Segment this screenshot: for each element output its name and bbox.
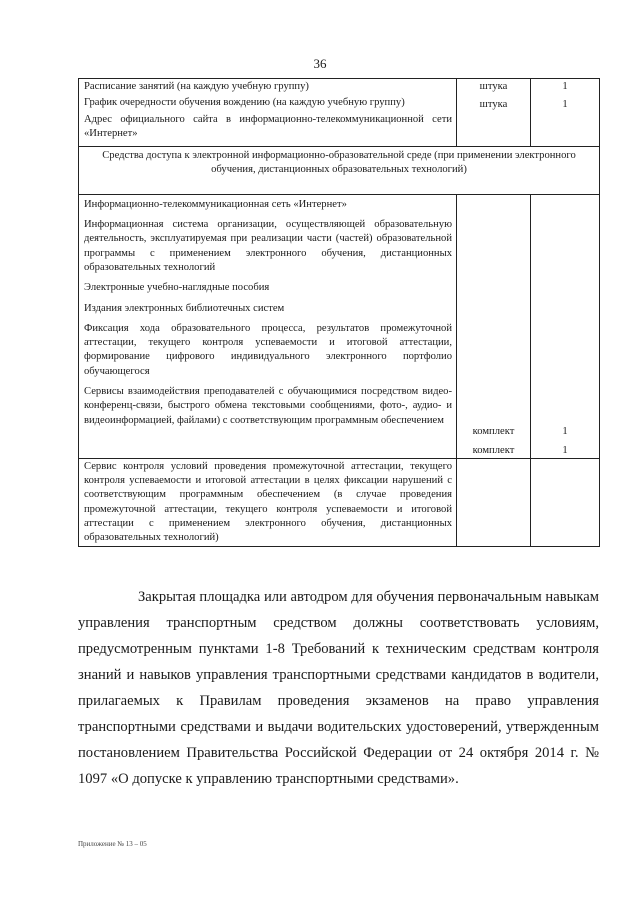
- item-qty: 1: [562, 81, 568, 92]
- item-name: Фиксация хода образовательного процесса, результатов промежуточной аттестации, текущего контроля успеваемости и итоговой аттестации, формирование цифрового индивидуального электронного портфолио обучающегося: [84, 322, 452, 377]
- unit-cell: [457, 194, 531, 458]
- item-name-cell: [79, 458, 457, 546]
- table-row: [79, 458, 600, 546]
- item-qty: [531, 459, 599, 473]
- item-qty: 1: [562, 99, 568, 110]
- item-unit: штука: [479, 81, 508, 92]
- unit-cell: [457, 458, 531, 546]
- section-header-row: [79, 147, 600, 195]
- item-qty: 1: [562, 425, 568, 437]
- qty-cell: [531, 458, 600, 546]
- item-name: Сервис контроля условий проведения промежуточной аттестации, текущего контроля успеваемости и итоговой аттестации в целях фиксации нарушений с соответствующим программным обеспечением (в случае проведения промежуточной аттестации, текущего контроля успеваемости и итоговой аттестации с применением электронного обучения, дистанционных образовательных технологий): [84, 460, 452, 544]
- qty-cell: [531, 79, 600, 147]
- item-name: Сервисы взаимодействия преподавателей с обучающимися посредством видео-конференц-связи, быстрого обмена текстовыми сообщениями, фото-, аудио- и видеоинформацией, файлами) с соответствующим программным обеспечением: [84, 386, 452, 426]
- item-name: Информационно-телекоммуникационная сеть «Интернет»: [84, 198, 347, 210]
- qty-cell: [531, 194, 600, 458]
- item-name: Электронные учебно-наглядные пособия: [84, 282, 270, 294]
- item-name: Информационная система организации, осуществляющей образовательную деятельность, эксплуатируемая при реализации части (частей) образовательной программы с применением электронного обучения, дистанционных образовательных технологий: [84, 219, 452, 273]
- item-name: Издания электронных библиотечных систем: [84, 302, 285, 314]
- item-name: Адрес официального сайта в информационно-телекоммуникационной сети «Интернет»: [84, 113, 452, 139]
- item-unit: [457, 459, 530, 473]
- page-number: 36: [313, 56, 327, 71]
- item-name-cell: [79, 79, 457, 147]
- item-name: График очередности обучения вождению (на каждую учебную группу): [84, 97, 405, 109]
- item-unit: комплект: [472, 425, 515, 437]
- body-paragraph: Закрытая площадка или автодром для обучения первоначальным навыкам управления транспортным средством должны соответствовать условиям, предусмотренным пунктами 1-8 Требований к техническим средствам контроля знаний и навыков управления транспортными средствами кандидатов в водители, прилагаемых к Правилам проведения экзаменов на право управления транспортными средствами и выдачи водительских удостоверений, утвержденным постановлением Правительства Российской Федерации от 24 октября 2014 г. № 1097 «О допуске к управлению транспортными средствами».: [78, 589, 599, 787]
- table-row: [79, 79, 600, 147]
- table-row: [79, 194, 600, 458]
- section-title-cell: [79, 147, 600, 195]
- unit-cell: [457, 79, 531, 147]
- item-qty: 1: [562, 444, 568, 456]
- item-unit: комплект: [472, 444, 515, 456]
- item-unit: штука: [479, 99, 508, 110]
- item-name-cell: [79, 194, 457, 458]
- item-name: Расписание занятий (на каждую учебную группу): [84, 81, 309, 92]
- section-title: Средства доступа к электронной информационно-образовательной среде (при применении электронного обучения, дистанционных образовательных технологий): [102, 150, 576, 176]
- equipment-table: [78, 78, 600, 547]
- footer-note: Приложение № 13 – 05: [78, 840, 147, 848]
